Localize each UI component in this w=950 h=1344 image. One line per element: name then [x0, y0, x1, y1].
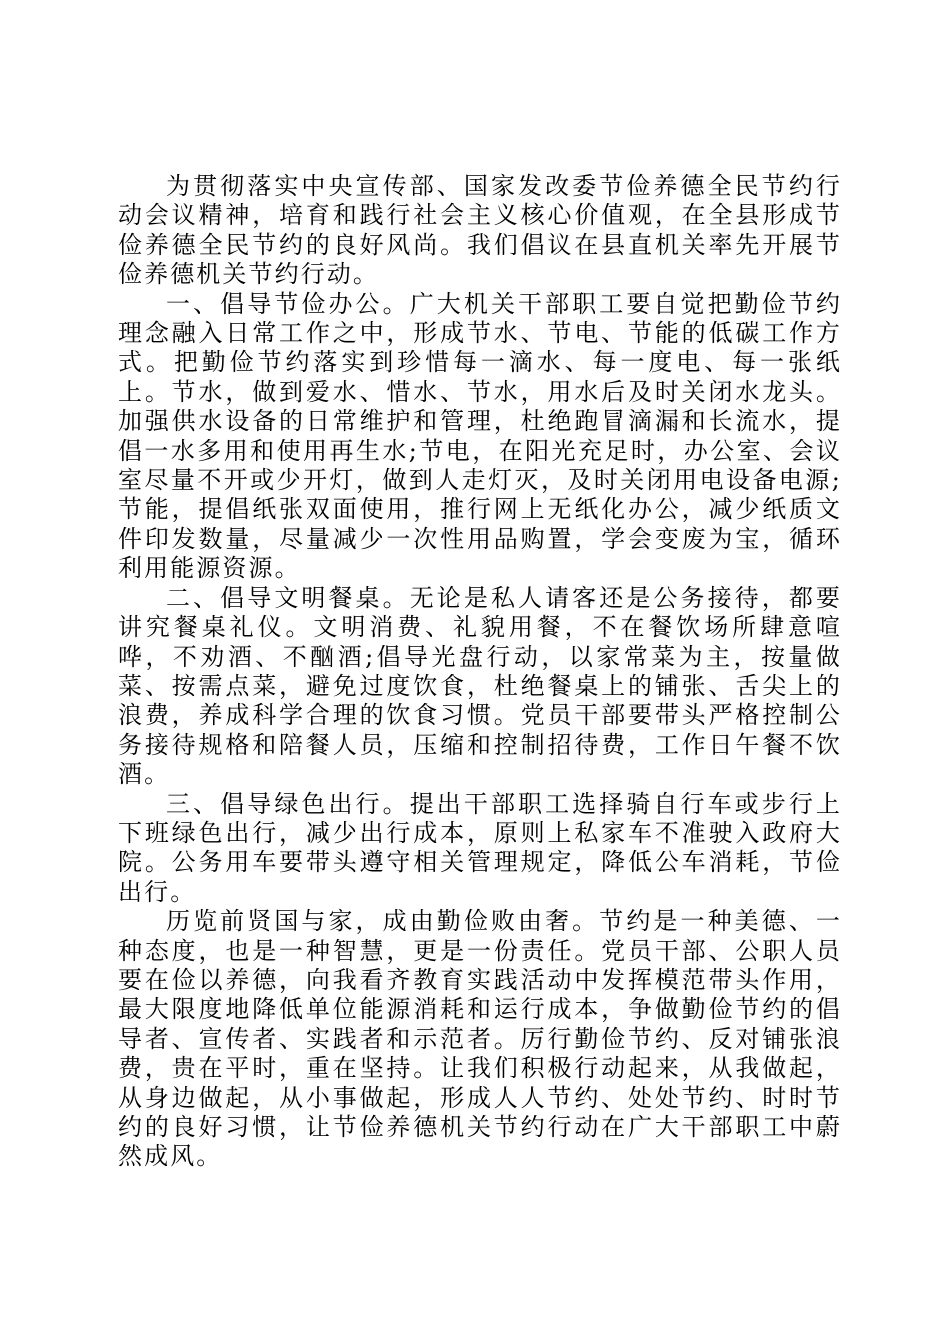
- section-3-travel-paragraph: 三、倡导绿色出行。提出干部职工选择骑自行车或步行上下班绿色出行，减少出行成本，原则上私家车不准驶入政府大院。公务用车要带头遵守相关管理规定，降低公车消耗，节俭出行。: [118, 789, 842, 906]
- section-1-office-paragraph: 一、倡导节俭办公。广大机关干部职工要自觉把勤俭节约理念融入日常工作之中，形成节水、节电、节能的低碳工作方式。把勤俭节约落实到珍惜每一滴水、每一度电、每一张纸上。节水，做到爱水、惜水、节水，用水后及时关闭水龙头。加强供水设备的日常维护和管理，杜绝跑冒滴漏和长流水，提倡一水多用和使用再生水;节电，在阳光充足时，办公室、会议室尽量不开或少开灯，做到人走灯灭，及时关闭用电设备电源;节能，提倡纸张双面使用，推行网上无纸化办公，减少纸质文件印发数量，尽量减少一次性用品购置，学会变废为宝，循环利用能源资源。: [118, 289, 842, 583]
- section-2-dining-paragraph: 二、倡导文明餐桌。无论是私人请客还是公务接待，都要讲究餐桌礼仪。文明消费、礼貌用餐，不在餐饮场所肆意喧哗，不劝酒、不酗酒;倡导光盘行动，以家常菜为主，按量做菜、按需点菜，避免过度饮食，杜绝餐桌上的铺张、舌尖上的浪费，养成科学合理的饮食习惯。党员干部要带头严格控制公务接待规格和陪餐人员，压缩和控制招待费，工作日午餐不饮酒。: [118, 583, 842, 789]
- closing-paragraph: 历览前贤国与家，成由勤俭败由奢。节约是一种美德、一种态度，也是一种智慧，更是一份责任。党员干部、公职人员要在俭以养德，向我看齐教育实践活动中发挥模范带头作用，最大限度地降低单位能源消耗和运行成本，争做勤俭节约的倡导者、宣传者、实践者和示范者。厉行勤俭节约、反对铺张浪费，贵在平时，重在坚持。让我们积极行动起来，从我做起，从身边做起，从小事做起，形成人人节约、处处节约、时时节约的良好习惯，让节俭养德机关节约行动在广大干部职工中蔚然成风。: [118, 907, 842, 1171]
- document-body: [118, 172, 842, 1172]
- intro-paragraph: 为贯彻落实中央宣传部、国家发改委节俭养德全民节约行动会议精神，培育和践行社会主义核心价值观，在全县形成节俭养德全民节约的良好风尚。我们倡议在县直机关率先开展节俭养德机关节约行动。: [118, 172, 842, 289]
